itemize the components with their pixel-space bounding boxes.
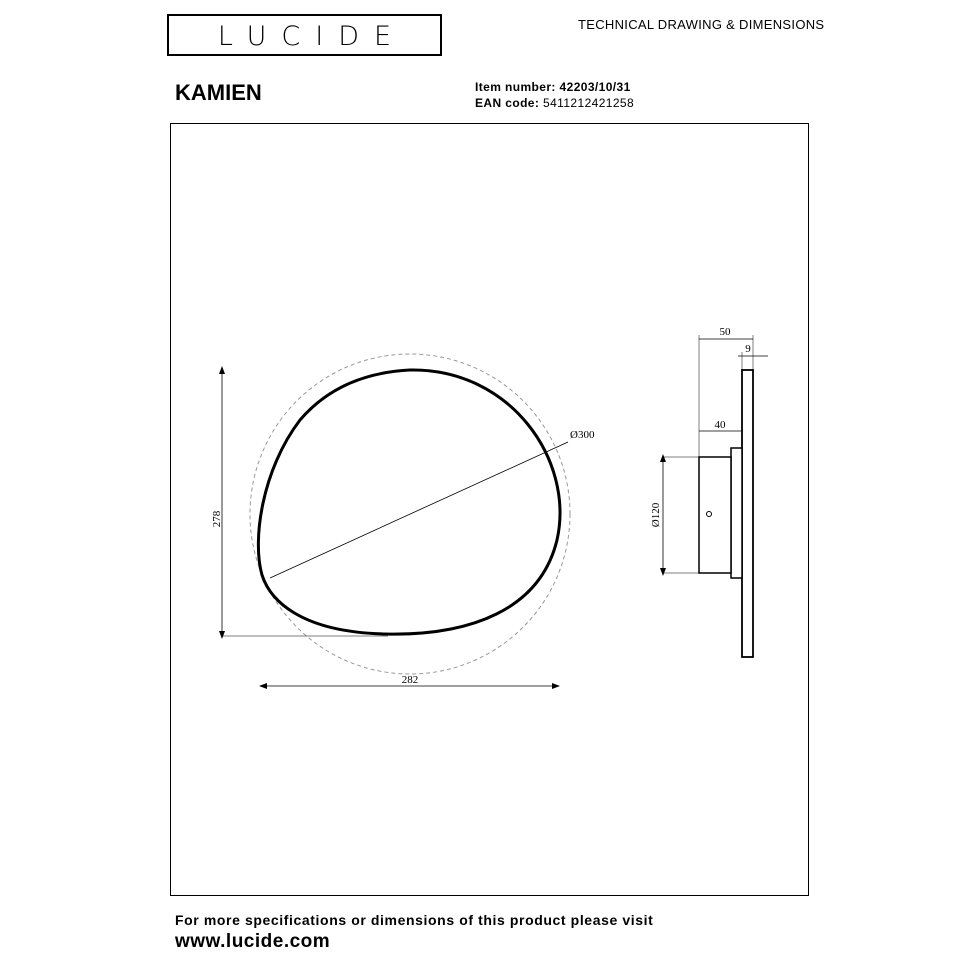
- base-diameter-arrow-bottom: [660, 568, 666, 576]
- height-arrow-top: [219, 366, 225, 374]
- ean-code-value: 5411212421258: [543, 96, 635, 110]
- diameter-label: Ø300: [570, 429, 595, 441]
- side-spacer: [731, 448, 742, 578]
- width-label: 282: [401, 674, 419, 686]
- item-number-value: 42203/10/31: [559, 80, 631, 94]
- front-view: [211, 354, 595, 689]
- footer-note: For more specifications or dimensions of this product please visit: [175, 912, 654, 928]
- logo-text: LUCIDE: [217, 21, 407, 52]
- footer-url[interactable]: www.lucide.com: [175, 931, 331, 952]
- diameter-leader: [270, 442, 568, 578]
- width-arrow-left: [259, 683, 267, 689]
- plate-label: 9: [745, 343, 751, 355]
- lamp-outline: [258, 370, 560, 634]
- product-name: KAMIEN: [175, 80, 262, 105]
- item-number-label: Item number:: [475, 80, 556, 94]
- ean-code-label: EAN code:: [475, 96, 540, 110]
- height-arrow-bottom: [219, 631, 225, 639]
- depth-label: 50: [719, 326, 731, 338]
- document-type: TECHNICAL DRAWING & DIMENSIONS: [578, 17, 825, 32]
- base-depth-label: 40: [714, 419, 726, 431]
- side-view: [650, 326, 768, 657]
- side-plate: [742, 370, 753, 657]
- height-label: 278: [211, 510, 223, 528]
- width-arrow-right: [552, 683, 560, 689]
- base-diameter-arrow-top: [660, 454, 666, 462]
- base-diameter-label: Ø120: [650, 502, 662, 528]
- wall-base: [699, 457, 731, 573]
